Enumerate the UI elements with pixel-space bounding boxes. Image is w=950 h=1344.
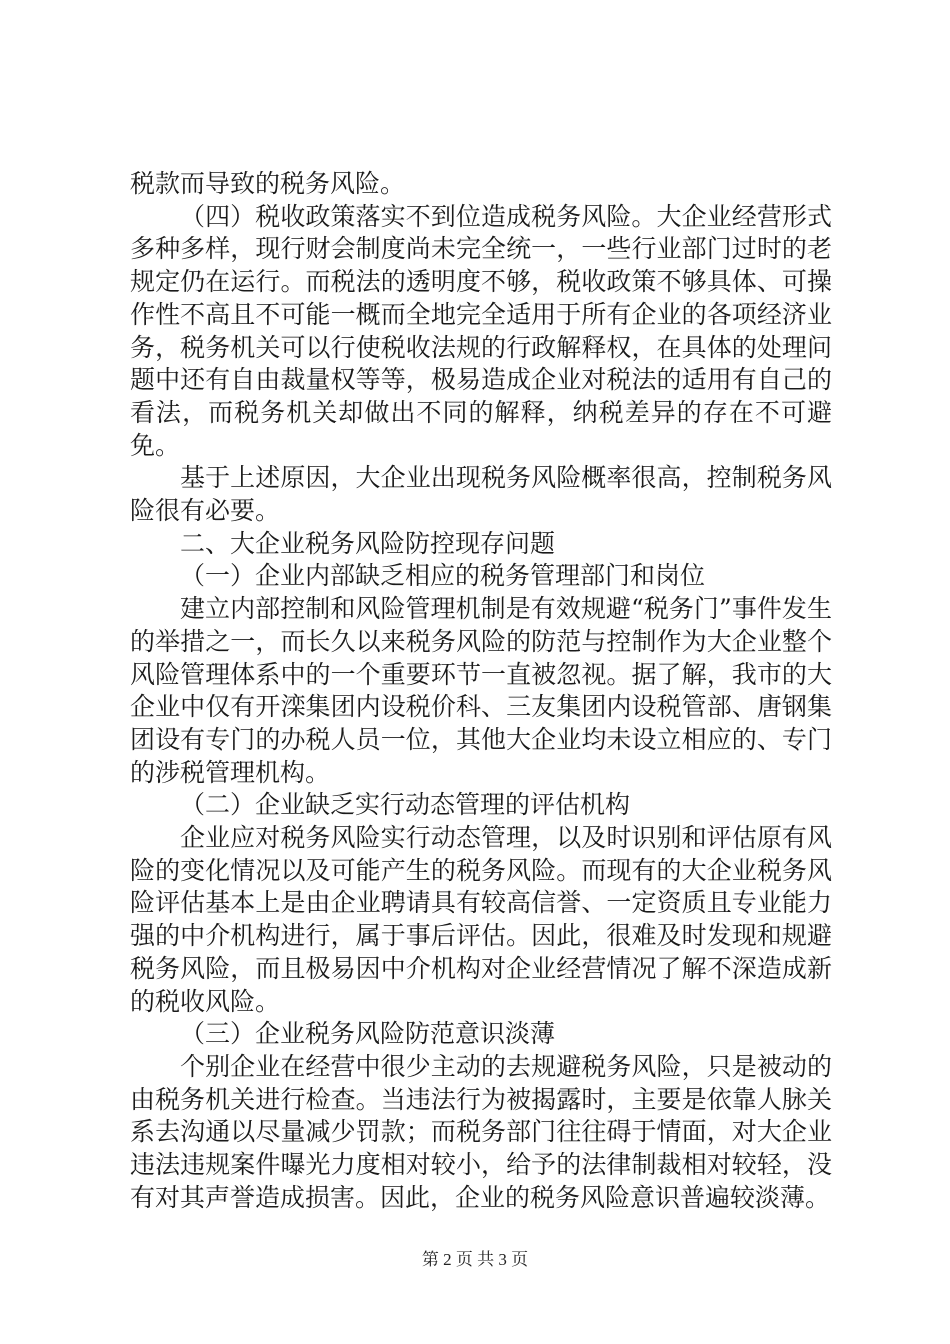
paragraph-continuation: 税款而导致的税务风险。 (130, 169, 406, 198)
section-heading-2: 二、大企业税务风险防控现存问题 (180, 528, 556, 558)
paragraph-conclusion: 基于上述原因，大企业出现税务风险概率很高，控制税务风险很有必要。 (130, 463, 832, 526)
paragraph-risk-awareness: 个别企业在经营中很少主动的去规避税务风险，只是被动的由税务机关进行检查。当违法行为被揭露时，主要是依靠人脉关系去沟通以尽量减少罚款；而税务部门往往碍于情面，对大企业违法违规案件曝光力度相对较小，给予的法律制裁相对较轻，没有对其声誉造成损害。因此，企业的税务风险意识普遍较淡薄。 (130, 1051, 832, 1212)
subheading-2: （二）企业缺乏实行动态管理的评估机构 (180, 790, 631, 820)
document-body (130, 168, 832, 1215)
paragraph-internal-control: 建立内部控制和风险管理机制是有效规避“税务门”事件发生的举措之一，而长久以来税务风险的防范与控制作为大企业整个风险管理体系中的一个重要环节一直被忽视。据了解，我市的大企业中仅有开滦集团内设税价科、三友集团内设税管部、唐钢集团设有专门的办税人员一位，其他大企业均未设立相应的、专门的涉税管理机构。 (130, 594, 832, 787)
page-footer: 第 2 页 共 3 页 (421, 1250, 529, 1269)
subheading-3: （三）企业税务风险防范意识淡薄 (180, 1019, 556, 1049)
paragraph-dynamic-management: 企业应对税务风险实行动态管理，以及时识别和评估原有风险的变化情况以及可能产生的税务风险。而现有的大企业税务风险评估基本上是由企业聘请具有较高信誉、一定资质且专业能力强的中介机构进行，属于事后评估。因此，很难及时发现和规避税务风险，而且极易因中介机构对企业经营情况了解不深造成新的税收风险。 (130, 823, 832, 1016)
paragraph-tax-policy-risk: （四）税收政策落实不到位造成税务风险。大企业经营形式多种多样，现行财会制度尚未完全统一，一些行业部门过时的老规定仍在运行。而税法的透明度不够，税收政策不够具体、可操作性不高且不可能一概而全地完全适用于所有企业的各项经济业务，税务机关可以行使税收法规的行政解释权，在具体的处理问题中还有自由裁量权等等，极易造成企业对税法的适用有自己的看法，而税务机关却做出不同的解释，纳税差异的存在不可避免。 (130, 201, 832, 460)
subheading-1: （一）企业内部缺乏相应的税务管理部门和岗位 (180, 561, 706, 591)
